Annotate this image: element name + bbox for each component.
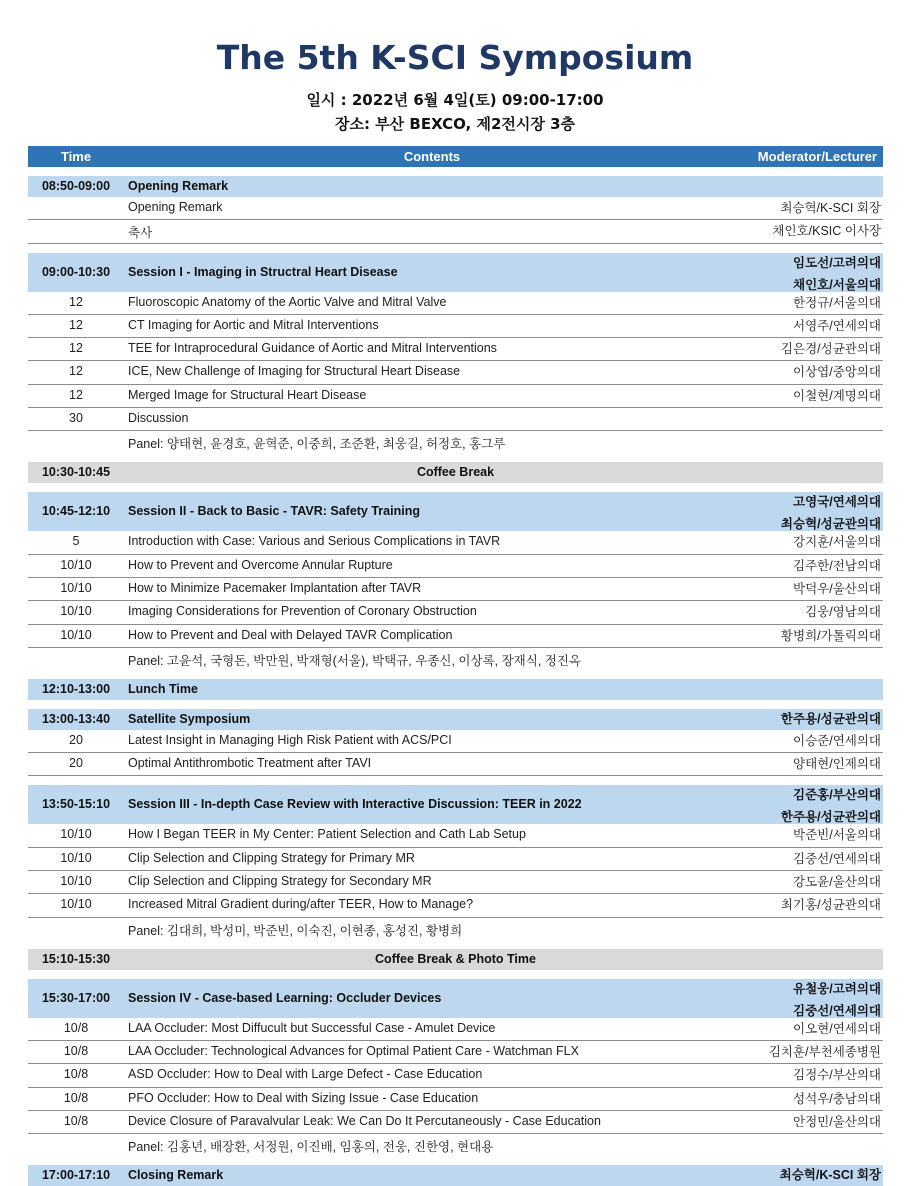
item-lecturer: 안정민/울산의대 (793, 1114, 881, 1129)
item-title: 축사 (128, 226, 153, 241)
section-gap (28, 1156, 883, 1165)
item-title: Clip Selection and Clipping Strategy for Secondary MR (128, 874, 432, 889)
item-title: CT Imaging for Aortic and Mitral Interventions (128, 317, 379, 332)
session-time: 12:10-13:00 (41, 681, 111, 696)
item-lecturer: 황병희/가톨릭의대 (780, 628, 881, 643)
session-title: Opening Remark (128, 179, 229, 193)
symposium-title: The 5th K-SCI Symposium (216, 38, 694, 77)
schedule-item (28, 824, 883, 847)
session-header (28, 253, 883, 292)
moderator-name: 최승혁/K-SCI 회장 (779, 1168, 881, 1183)
item-lecturer: 강도윤/울산의대 (793, 875, 881, 890)
moderator-name: 김준홍/부산의대 (793, 788, 881, 803)
schedule-item (28, 315, 883, 338)
session-time: 15:30-17:00 (41, 990, 111, 1005)
session-time: 17:00-17:10 (41, 1168, 111, 1183)
item-duration: 12 (69, 364, 83, 379)
panel-members: Panel: 양태현, 윤경호, 윤혁준, 이중희, 조준환, 최웅길, 허정호, 홍그루 (128, 437, 506, 452)
session-time: 13:50-15:10 (41, 797, 111, 812)
session-moderators (781, 708, 881, 730)
session-time: 10:30-10:45 (41, 465, 111, 480)
schedule-item (28, 292, 883, 315)
item-duration: 12 (69, 294, 83, 309)
item-title: Increased Mitral Gradient during/after TEER, How to Manage? (128, 897, 474, 912)
session-title: Session I - Imaging in Structral Heart Disease (128, 264, 398, 279)
moderator-name: 최승혁/성균관의대 (780, 517, 881, 532)
session-moderators (793, 978, 881, 1022)
section-gap (28, 970, 883, 979)
item-duration: 10/10 (60, 604, 92, 619)
schedule-item (28, 894, 883, 917)
break-title: Coffee Break & Photo Time (375, 951, 536, 966)
moderator-name: 한주용/성균관의대 (780, 810, 881, 825)
section-gap (28, 167, 883, 176)
panel-row (28, 431, 883, 453)
item-lecturer: 채인호/KSIC 이사장 (772, 224, 881, 239)
session-header (28, 492, 883, 531)
schedule-item (28, 197, 883, 220)
schedule-table (28, 146, 883, 1186)
session-title: Session III - In-depth Case Review with Interactive Discussion: TEER in 2022 (128, 797, 582, 812)
item-lecturer: 김주한/전남의대 (793, 558, 881, 573)
session-title: Session II - Back to Basic - TAVR: Safety Training (128, 504, 420, 519)
item-title: Introduction with Case: Various and Serious Complications in TAVR (128, 534, 501, 549)
section-gap (28, 700, 883, 709)
schedule-item (28, 1041, 883, 1064)
section-gap (28, 244, 883, 253)
moderator-name: 유철웅/고려의대 (793, 981, 881, 996)
item-title: LAA Occluder: Technological Advances for Optimal Patient Care - Watchman FLX (128, 1043, 579, 1058)
item-lecturer: 이철현/계명의대 (793, 388, 881, 403)
item-lecturer: 이상엽/중앙의대 (793, 365, 881, 380)
item-lecturer: 강지훈/서울의대 (793, 535, 881, 550)
item-title: Device Closure of Paravalvular Leak: We Can Do It Percutaneously - Case Education (128, 1113, 601, 1128)
item-title: LAA Occluder: Most Diffucult but Successful Case - Amulet Device (128, 1020, 496, 1035)
session-time: 10:45-12:10 (41, 504, 111, 519)
moderator-name: 한주용/성균관의대 (780, 711, 881, 726)
schedule-item (28, 1064, 883, 1087)
schedule-item (28, 555, 883, 578)
item-lecturer: 양태현/인제의대 (793, 757, 881, 772)
item-lecturer: 김은경/성균관의대 (780, 342, 881, 357)
item-duration: 10/10 (60, 897, 92, 912)
moderator-name: 고영국/연세의대 (793, 495, 881, 510)
session-header (28, 709, 883, 730)
session-header (28, 979, 883, 1018)
item-duration: 10/8 (63, 1020, 89, 1035)
moderator-name: 채인호/서울의대 (793, 277, 881, 292)
panel-row (28, 918, 883, 940)
panel-members: Panel: 김대희, 박성미, 박준빈, 이숙진, 이현종, 홍성진, 황병희 (128, 923, 463, 938)
item-lecturer: 서영주/연세의대 (793, 318, 881, 333)
item-duration: 30 (69, 411, 83, 426)
time-column-header: Time (60, 149, 92, 164)
schedule-item (28, 578, 883, 601)
item-lecturer: 김웅/영남의대 (805, 605, 881, 620)
session-title: Closing Remark (128, 1168, 224, 1183)
item-lecturer: 박덕우/울산의대 (793, 581, 881, 596)
item-title: How to Prevent and Overcome Annular Rupture (128, 557, 393, 572)
item-duration: 10/8 (63, 1090, 89, 1105)
session-header (28, 1165, 883, 1186)
item-lecturer: 최기홍/성균관의대 (780, 898, 881, 913)
schedule-item (28, 1088, 883, 1111)
moderator-name: 임도선/고려의대 (793, 255, 881, 270)
item-duration: 12 (69, 317, 83, 332)
schedule-item (28, 361, 883, 384)
break-row (28, 949, 883, 970)
schedule-item (28, 601, 883, 624)
item-title: Fluoroscopic Anatomy of the Aortic Valve and Mitral Valve (128, 294, 447, 309)
session-header (28, 785, 883, 824)
item-title: Clip Selection and Clipping Strategy for Primary MR (128, 850, 415, 865)
item-title: How to Prevent and Deal with Delayed TAVR Complication (128, 627, 453, 642)
item-title: Latest Insight in Managing High Risk Patient with ACS/PCI (128, 732, 452, 747)
item-duration: 5 (72, 534, 80, 549)
schedule-item (28, 385, 883, 408)
section-gap (28, 940, 883, 949)
session-time: 08:50-09:00 (41, 179, 111, 193)
session-moderators (781, 491, 881, 535)
moderator-column-header: Moderator/Lecturer (757, 149, 877, 164)
item-lecturer: 김치훈/부천세종병원 (768, 1044, 881, 1059)
schedule-item (28, 730, 883, 753)
item-lecturer: 김중선/연세의대 (793, 851, 881, 866)
session-title: Session IV - Case-based Learning: Occluder Devices (128, 990, 442, 1005)
item-lecturer: 이승준/연세의대 (793, 733, 881, 748)
item-duration: 10/8 (63, 1043, 89, 1058)
schedule-item (28, 531, 883, 554)
schedule-item (28, 220, 883, 243)
session-header (28, 176, 883, 197)
item-title: How to Minimize Pacemaker Implantation after TAVR (128, 580, 422, 595)
item-duration: 10/8 (63, 1067, 89, 1082)
item-duration: 12 (69, 341, 83, 356)
item-lecturer: 최승혁/K-SCI 회장 (780, 201, 881, 215)
item-lecturer: 성석우/충남의대 (793, 1091, 881, 1106)
schedule-item (28, 625, 883, 648)
session-title: Lunch Time (128, 681, 198, 696)
item-duration: 10/10 (60, 874, 92, 889)
contents-column-header: Contents (403, 149, 461, 164)
schedule-item (28, 871, 883, 894)
panel-row (28, 648, 883, 670)
schedule-item (28, 848, 883, 871)
item-duration: 10/8 (63, 1113, 89, 1128)
item-title: Imaging Considerations for Prevention of Coronary Obstruction (128, 604, 477, 619)
item-title: Discussion (128, 411, 189, 426)
date-line: 일시 : 2022년 6월 4일(토) 09:00-17:00 (306, 91, 604, 109)
panel-row (28, 1134, 883, 1156)
item-lecturer: 박준빈/서울의대 (793, 828, 881, 843)
item-title: PFO Occluder: How to Deal with Sizing Issue - Case Education (128, 1090, 479, 1105)
item-lecturer: 이오현/연세의대 (793, 1021, 881, 1036)
schedule-item (28, 1018, 883, 1041)
item-lecturer: 김정수/부산의대 (793, 1068, 881, 1083)
venue-line: 장소: 부산 BEXCO, 제2전시장 3층 (334, 115, 575, 133)
session-moderators (780, 1164, 881, 1186)
section-gap (28, 453, 883, 462)
break-title: Coffee Break (416, 465, 495, 480)
table-header (28, 146, 883, 167)
item-duration: 10/10 (60, 557, 92, 572)
schedule-item (28, 753, 883, 776)
section-gap (28, 483, 883, 492)
item-duration: 10/10 (60, 827, 92, 842)
section-gap (28, 776, 883, 785)
session-moderators (781, 784, 881, 828)
section-gap (28, 670, 883, 679)
schedule-item (28, 1111, 883, 1134)
item-duration: 12 (69, 387, 83, 402)
session-moderators (793, 252, 881, 296)
session-time: 13:00-13:40 (41, 711, 111, 726)
schedule-item (28, 408, 883, 431)
item-duration: 20 (69, 756, 83, 771)
item-title: Optimal Antithrombotic Treatment after TAVI (128, 756, 372, 771)
session-time: 15:10-15:30 (41, 951, 111, 966)
schedule-item (28, 338, 883, 361)
break-row (28, 462, 883, 483)
item-title: Merged Image for Structural Heart Disease (128, 387, 367, 402)
item-title: TEE for Intraprocedural Guidance of Aortic and Mitral Interventions (128, 341, 497, 356)
item-title: How I Began TEER in My Center: Patient Selection and Cath Lab Setup (128, 827, 526, 842)
item-duration: 20 (69, 732, 83, 747)
moderator-name: 김중선/연세의대 (793, 1003, 881, 1018)
item-duration: 10/10 (60, 627, 92, 642)
item-title: ICE, New Challenge of Imaging for Structural Heart Disease (128, 364, 461, 379)
schedule-rows (28, 167, 883, 1186)
item-duration: 10/10 (60, 850, 92, 865)
panel-members: Panel: 고윤석, 국형돈, 박만원, 박재형(서울), 박택규, 우종신, 이상록, 장재식, 정진옥 (128, 653, 581, 668)
item-duration: 10/10 (60, 580, 92, 595)
session-title: Satellite Symposium (128, 711, 251, 726)
item-lecturer: 한정규/서울의대 (793, 295, 881, 310)
session-time: 09:00-10:30 (41, 264, 111, 279)
item-title: Opening Remark (128, 200, 223, 214)
session-header (28, 679, 883, 700)
item-title: ASD Occluder: How to Deal with Large Defect - Case Education (128, 1067, 483, 1082)
panel-members: Panel: 김홍년, 배장환, 서정원, 이진배, 임홍의, 전웅, 진한영, 현대용 (128, 1140, 494, 1155)
